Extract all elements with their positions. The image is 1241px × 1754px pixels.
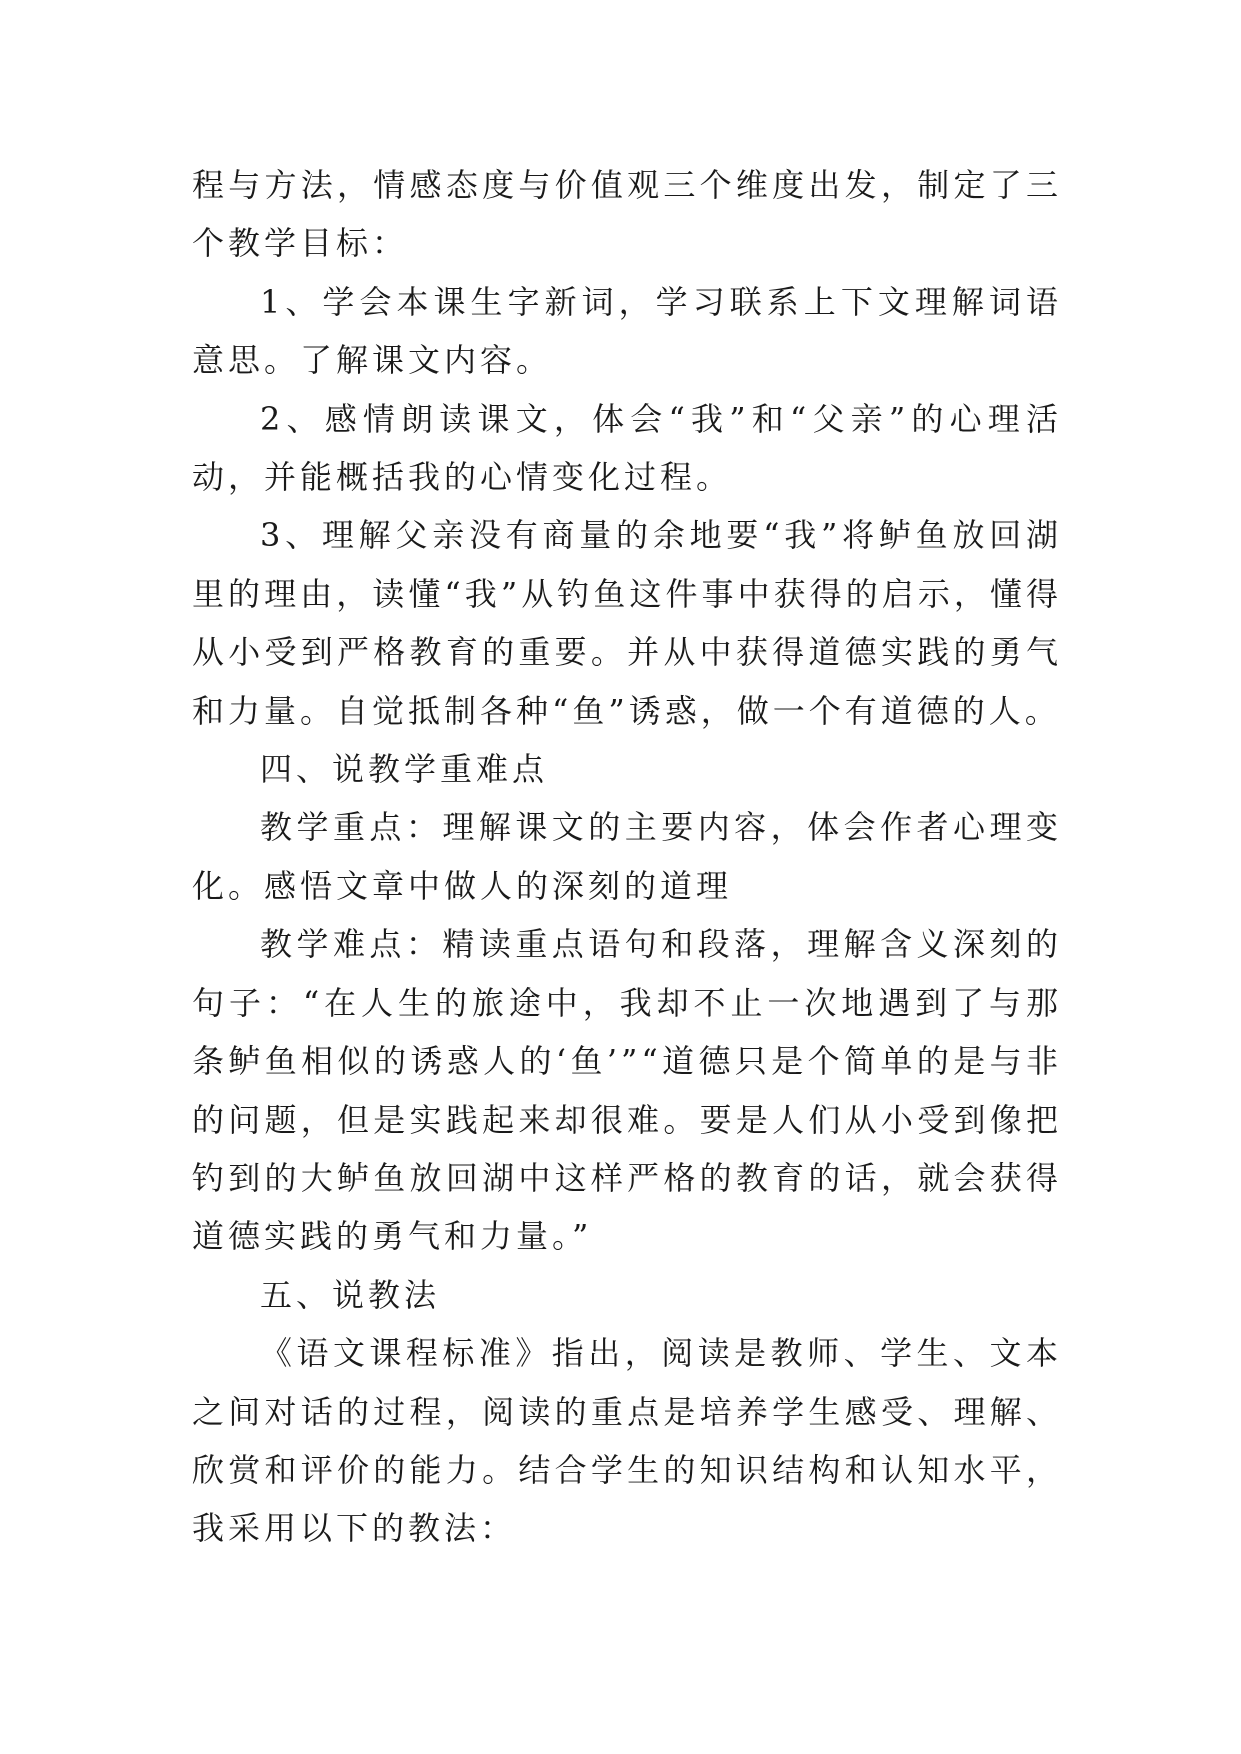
section-heading-teaching-method: 五、说教法 (260, 1275, 441, 1314)
section-heading-key-points: 四、说教学重难点 (260, 750, 549, 789)
paragraph-goal-3: 3、理解父亲没有商量的余地要“我”将鲈鱼放回湖里的理由，读懂“我”从钓鱼这件事中获得的启示，懂得从小受到严格教育的重要。并从中获得道德实践的勇气和力量。自觉抵制各种“鱼”诱惑，做一个有道德的人。 (192, 516, 1062, 730)
paragraph-goal-1: 1、学会本课生字新词，学习联系上下文理解词语意思。了解课文内容。 (192, 282, 1062, 380)
document-body (192, 156, 1062, 1558)
paragraph-teaching-method: 《语文课程标准》指出，阅读是教师、学生、文本之间对话的过程，阅读的重点是培养学生感受、理解、欣赏和评价的能力。结合学生的知识结构和认知水平，我采用以下的教法： (192, 1334, 1062, 1548)
paragraph-continued-intro: 程与方法，情感态度与价值观三个维度出发，制定了三个教学目标： (192, 166, 1062, 263)
paragraph-goal-2: 2、感情朗读课文，体会“我”和“父亲”的心理活动，并能概括我的心情变化过程。 (192, 399, 1062, 497)
paragraph-teaching-difficulty: 教学难点：精读重点语句和段落，理解含义深刻的句子：“在人生的旅途中，我却不止一次地遇到了与那条鲈鱼相似的诱惑人的‘鱼’”“道德只是个简单的是与非的问题，但是实践起来却很难。要是人们从小受到像把钓到的大鲈鱼放回湖中这样严格的教育的话，就会获得道德实践的勇气和力量。” (192, 925, 1062, 1256)
paragraph-teaching-focus: 教学重点：理解课文的主要内容，体会作者心理变化。感悟文章中做人的深刻的道理 (192, 808, 1062, 905)
